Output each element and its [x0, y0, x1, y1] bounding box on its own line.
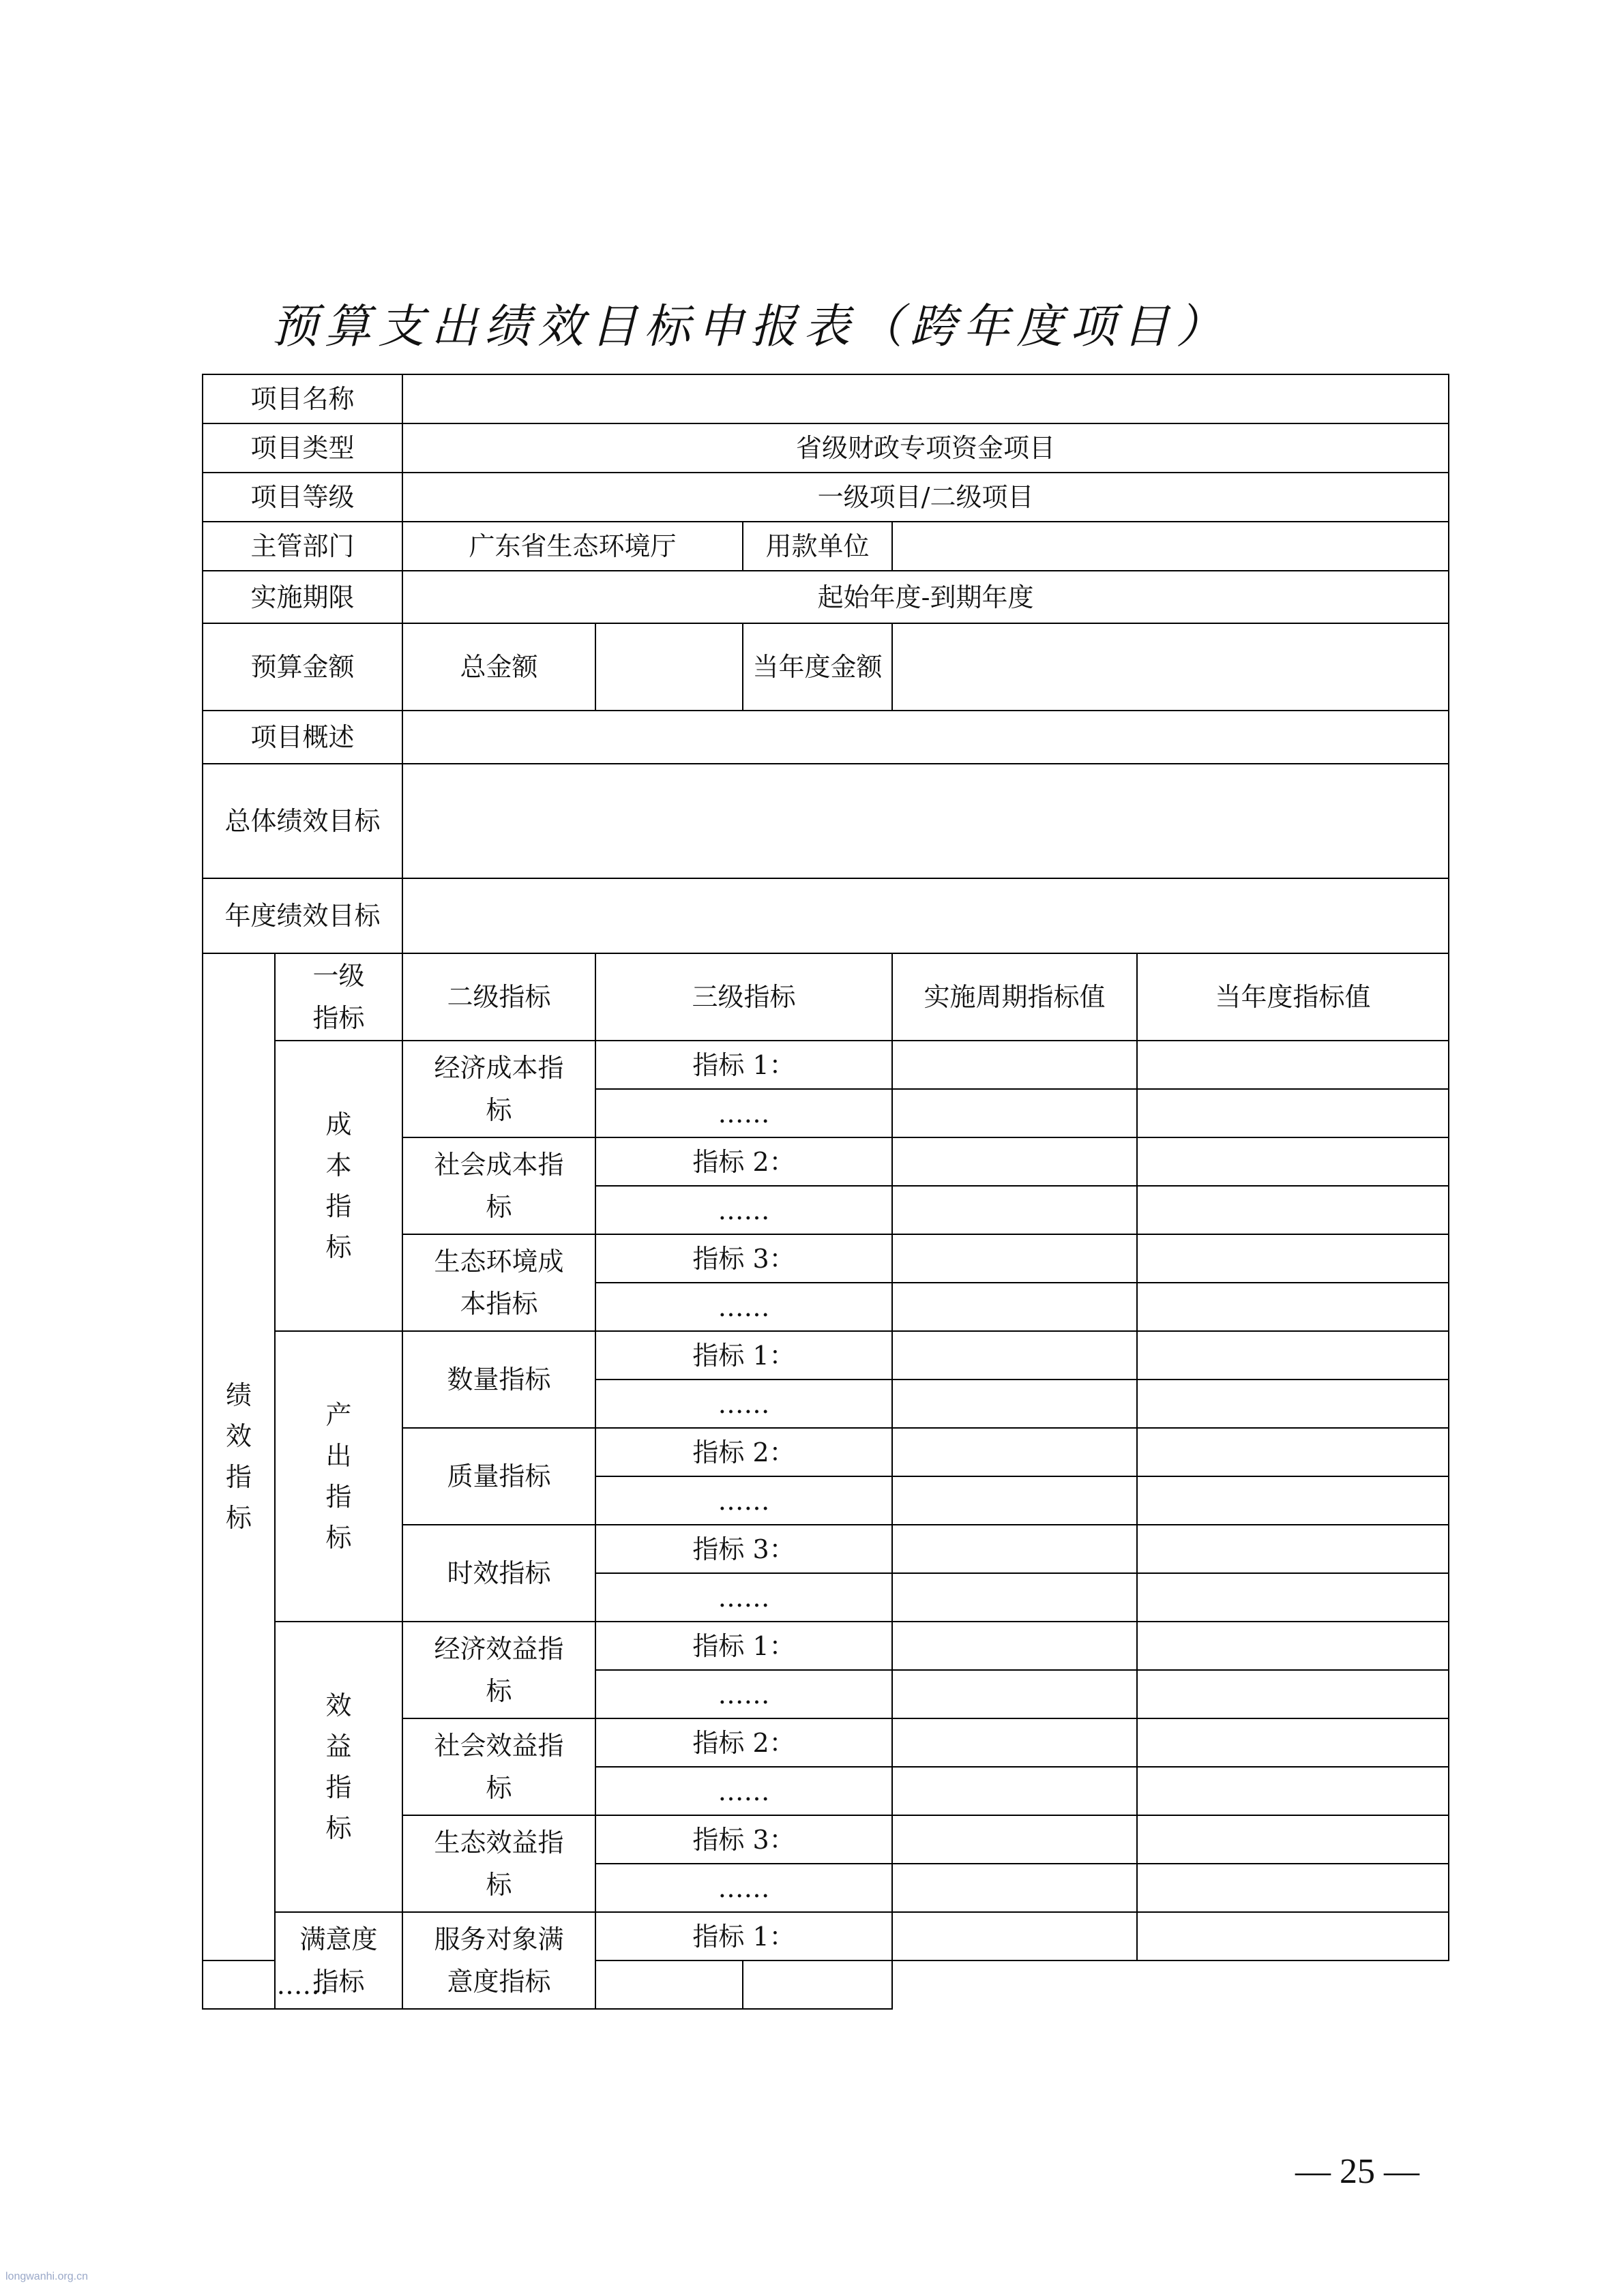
level3-indicator[interactable]: 指标 2：	[595, 1428, 892, 1476]
level3-indicator[interactable]: 指标 1：	[595, 1331, 892, 1380]
period-value-cell[interactable]	[892, 1089, 1137, 1137]
level2-indicator: 经济成本指标	[402, 1041, 595, 1137]
year-value-cell[interactable]	[1137, 1815, 1449, 1864]
year-value-cell[interactable]	[1137, 1041, 1449, 1089]
project-name-field[interactable]	[402, 374, 1449, 423]
header-period-value: 实施周期指标值	[892, 953, 1137, 1041]
label-department: 主管部门	[203, 522, 402, 571]
label-overall-goal: 总体绩效目标	[203, 764, 402, 878]
level3-indicator[interactable]: 指标 1：	[595, 1912, 892, 1960]
year-value-cell[interactable]	[1137, 1525, 1449, 1573]
ellipsis-cell[interactable]: ……	[595, 1476, 892, 1525]
level3-indicator[interactable]: 指标 2：	[595, 1137, 892, 1186]
row-overview	[203, 711, 1449, 764]
year-amount-field[interactable]	[892, 623, 1449, 711]
level2-indicator: 生态环境成本指标	[402, 1234, 595, 1331]
level3-indicator[interactable]: 指标 3：	[595, 1815, 892, 1864]
period-value-cell[interactable]	[892, 1186, 1137, 1234]
period-value-cell[interactable]	[892, 1476, 1137, 1525]
year-value-cell[interactable]	[1137, 1380, 1449, 1428]
period-value-cell[interactable]	[892, 1912, 1137, 1960]
year-value-cell[interactable]	[1137, 1670, 1449, 1718]
year-value-cell[interactable]	[743, 1960, 892, 2009]
using-unit-field[interactable]	[892, 522, 1449, 571]
level2-indicator: 数量指标	[402, 1331, 595, 1428]
year-value-cell[interactable]	[1137, 1912, 1449, 1960]
level3-indicator[interactable]: 指标 1：	[595, 1622, 892, 1670]
level3-indicator[interactable]: 指标 1：	[595, 1041, 892, 1089]
page-title: 预算支出绩效目标申报表（跨年度项目）	[271, 300, 1229, 354]
period-value-cell[interactable]	[892, 1380, 1137, 1428]
row-overall-goal	[203, 764, 1449, 878]
level2-indicator: 社会成本指标	[402, 1137, 595, 1234]
year-value-cell[interactable]	[1137, 1186, 1449, 1234]
total-amount-field[interactable]	[595, 623, 743, 711]
level1-indicator: 效益指标	[275, 1622, 402, 1912]
year-value-cell[interactable]	[1137, 1864, 1449, 1912]
ellipsis-cell[interactable]: ……	[595, 1767, 892, 1815]
year-value-cell[interactable]	[1137, 1476, 1449, 1525]
year-value-cell[interactable]	[1137, 1137, 1449, 1186]
level3-indicator[interactable]: 指标 2：	[595, 1718, 892, 1767]
label-annual-goal: 年度绩效目标	[203, 878, 402, 953]
period-value-cell[interactable]	[595, 1960, 743, 2009]
year-value-cell[interactable]	[1137, 1089, 1449, 1137]
level2-indicator: 质量指标	[402, 1428, 595, 1525]
period-value[interactable]: 起始年度-到期年度	[402, 571, 1449, 623]
level1-indicator: 产出指标	[275, 1331, 402, 1622]
period-value-cell[interactable]	[892, 1573, 1137, 1622]
period-value-cell[interactable]	[892, 1864, 1137, 1912]
ellipsis-cell[interactable]: ……	[595, 1283, 892, 1331]
level2-indicator: 生态效益指标	[402, 1815, 595, 1912]
label-overview: 项目概述	[203, 711, 402, 764]
year-value-cell[interactable]	[1137, 1428, 1449, 1476]
indicator-row	[203, 1960, 1449, 2009]
level3-indicator[interactable]: 指标 3：	[595, 1525, 892, 1573]
period-value-cell[interactable]	[892, 1137, 1137, 1186]
level2-indicator: 经济效益指标	[402, 1622, 595, 1718]
period-value-cell[interactable]	[892, 1815, 1137, 1864]
header-year-value: 当年度指标值	[1137, 953, 1449, 1041]
row-project-type	[203, 423, 1449, 473]
section-performance-indicators: 绩效指标	[203, 953, 275, 1960]
period-value-cell[interactable]	[892, 1041, 1137, 1089]
overall-goal-field[interactable]	[402, 764, 1449, 878]
year-value-cell[interactable]	[1137, 1622, 1449, 1670]
level2-indicator: 时效指标	[402, 1525, 595, 1622]
overview-field[interactable]	[402, 711, 1449, 764]
label-project-type: 项目类型	[203, 423, 402, 473]
period-value-cell[interactable]	[892, 1670, 1137, 1718]
year-value-cell[interactable]	[1137, 1718, 1449, 1767]
indicator-row	[203, 1912, 1449, 1960]
row-project-level	[203, 473, 1449, 522]
row-period	[203, 571, 1449, 623]
year-value-cell[interactable]	[1137, 1767, 1449, 1815]
level2-indicator: 服务对象满意度指标	[402, 1912, 595, 2009]
period-value-cell[interactable]	[892, 1525, 1137, 1573]
label-budget: 预算金额	[203, 623, 402, 711]
period-value-cell[interactable]	[892, 1331, 1137, 1380]
period-value-cell[interactable]	[892, 1234, 1137, 1283]
annual-goal-field[interactable]	[402, 878, 1449, 953]
row-project-name	[203, 374, 1449, 423]
project-type-value[interactable]: 省级财政专项资金项目	[402, 423, 1449, 473]
label-project-level: 项目等级	[203, 473, 402, 522]
ellipsis-cell[interactable]: ……	[595, 1864, 892, 1912]
period-value-cell[interactable]	[892, 1428, 1137, 1476]
year-value-cell[interactable]	[1137, 1283, 1449, 1331]
period-value-cell[interactable]	[892, 1767, 1137, 1815]
header-level2: 二级指标	[402, 953, 595, 1041]
indicator-row	[203, 1331, 1449, 1380]
ellipsis-cell[interactable]: ……	[595, 1089, 892, 1137]
project-level-value[interactable]: 一级项目/二级项目	[402, 473, 1449, 522]
level1-indicator: 满意度指标	[275, 1912, 402, 2009]
ellipsis-cell[interactable]: ……	[595, 1670, 892, 1718]
row-department	[203, 522, 1449, 571]
page-number: — 25 —	[1295, 2152, 1419, 2191]
label-using-unit: 用款单位	[743, 522, 892, 571]
level2-indicator: 社会效益指标	[402, 1718, 595, 1815]
header-level3: 三级指标	[595, 953, 892, 1041]
row-budget	[203, 623, 1449, 711]
year-value-cell[interactable]	[1137, 1234, 1449, 1283]
level1-indicator: 成本指标	[275, 1041, 402, 1331]
period-value-cell[interactable]	[892, 1622, 1137, 1670]
label-total-amount: 总金额	[402, 623, 595, 711]
label-project-name: 项目名称	[203, 374, 402, 423]
ellipsis-cell[interactable]: ……	[595, 1380, 892, 1428]
ellipsis-cell[interactable]: ……	[203, 1960, 402, 2009]
period-value-cell[interactable]	[892, 1718, 1137, 1767]
ellipsis-cell[interactable]: ……	[595, 1573, 892, 1622]
watermark: longwanhi.org.cn	[5, 2271, 88, 2282]
level3-indicator[interactable]: 指标 3：	[595, 1234, 892, 1283]
year-value-cell[interactable]	[1137, 1331, 1449, 1380]
year-value-cell[interactable]	[1137, 1573, 1449, 1622]
department-value[interactable]: 广东省生态环境厅	[402, 522, 743, 571]
label-year-amount: 当年度金额	[743, 623, 892, 711]
header-level1: 一级指标	[275, 953, 402, 1041]
row-annual-goal	[203, 878, 1449, 953]
label-period: 实施期限	[203, 571, 402, 623]
ellipsis-cell[interactable]: ……	[595, 1186, 892, 1234]
indicator-row	[203, 1622, 1449, 1670]
budget-form-table	[202, 374, 1449, 2010]
indicator-row	[203, 1041, 1449, 1089]
period-value-cell[interactable]	[892, 1283, 1137, 1331]
indicator-header-row	[203, 953, 1449, 1041]
